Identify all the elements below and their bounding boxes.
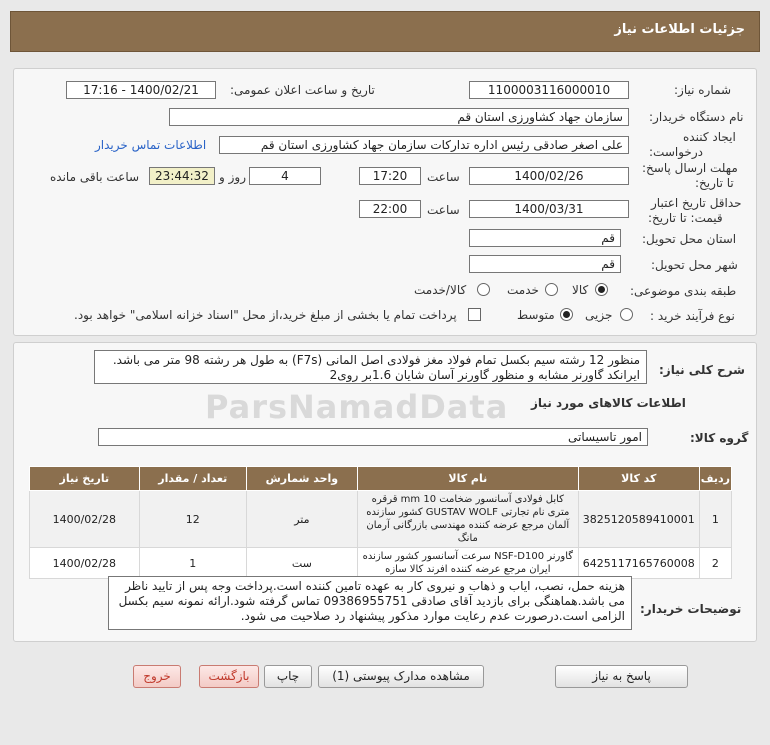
category-goods-radio[interactable] (595, 283, 608, 296)
city-field: قم (469, 255, 621, 273)
announce-date-label: تاریخ و ساعت اعلان عمومی: (230, 83, 375, 97)
buyer-org-label: نام دستگاه خریدار: (649, 110, 744, 124)
deadline-date-field: 1400/02/26 (469, 167, 629, 185)
col-code: کد کالا (578, 467, 699, 491)
cell-unit: ست (246, 548, 357, 579)
attachments-button[interactable]: مشاهده مدارک پیوستی (1) (318, 665, 484, 688)
cell-code: 3825120589410001 (578, 491, 699, 548)
need-number-field: 1100003116000010 (469, 81, 629, 99)
category-label: طبقه بندی موضوعی: (630, 284, 737, 298)
description-text: منظور 12 رشته سیم بکسل تمام فولاد مغز فولادی اصل المانی (F7s) به طول هر رشته 98 متر می باشد. ایرانکد گاورنر مشابه و منظور گاورنر آسان شایان 1.6بر روی2 (94, 350, 647, 384)
process-medium-label: متوسط (517, 308, 555, 322)
deadline-time-field: 17:20 (359, 167, 421, 185)
process-minor-radio[interactable] (620, 308, 633, 321)
page-title: جزئیات اطلاعات نیاز (614, 22, 745, 37)
goods-group-label: گروه کالا: (690, 431, 749, 445)
reply-button[interactable]: پاسخ به نیاز (555, 665, 688, 688)
category-service-label: خدمت (507, 283, 539, 297)
back-button[interactable]: بازگشت (199, 665, 259, 688)
cell-code: 6425117165760008 (578, 548, 699, 579)
buyer-contact-link[interactable]: اطلاعات تماس خریدار (95, 138, 207, 152)
buyer-notes-label: توضیحات خریدار: (640, 602, 742, 616)
creator-label-2: درخواست: (649, 145, 703, 159)
col-name: نام کالا (357, 467, 578, 491)
need-number-label: شماره نیاز: (674, 83, 731, 97)
category-service-radio[interactable] (545, 283, 558, 296)
cell-row: 1 (699, 491, 731, 548)
cell-unit: متر (246, 491, 357, 548)
goods-section-title: اطلاعات کالاهای مورد نیاز (531, 396, 686, 410)
print-button[interactable]: چاپ (264, 665, 312, 688)
goods-table (29, 466, 732, 579)
buyer-notes-text: هزینه حمل، نصب، ایاب و ذهاب و نیروی کار به عهده تامین کننده است.پرداخت وجه پس از تایید ناظر می باشد.هماهنگی برای بازدید آقای صادقی 09386955751 تماس گرفته شود.ارائه نمونه سیم بکسل الزامی است.درصورت عدم رعایت موارد مذکور پیشنهاد رد صلاحیت می شود. (108, 576, 632, 630)
time-remaining-label: ساعت باقی مانده (50, 170, 140, 184)
process-minor-label: جزیی (585, 308, 613, 322)
treasury-payment-note: پرداخت تمام یا بخشی از مبلغ خرید،از محل "اسناد خزانه اسلامی" خواهد بود. (74, 308, 457, 322)
table-row (30, 548, 732, 579)
buyer-org-field: سازمان جهاد کشاورزی استان قم (169, 108, 629, 126)
province-label: استان محل تحویل: (642, 232, 737, 246)
process-label: نوع فرآیند خرید : (650, 309, 735, 323)
validity-label-1: حداقل تاریخ اعتبار (651, 196, 742, 210)
cell-name: گاورنر NSF-D100 سرعت آسانسور کشور سازنده ایران مرجع عرضه کننده افرند کالا سازه (357, 548, 578, 579)
treasury-payment-checkbox[interactable] (468, 308, 481, 321)
cell-date: 1400/02/28 (30, 548, 140, 579)
validity-label-2: قیمت: تا تاریخ: (648, 211, 723, 225)
col-unit: واحد شمارش (246, 467, 357, 491)
watermark-text: ParsNamadData (205, 388, 509, 426)
col-row: ردیف (699, 467, 731, 491)
cell-date: 1400/02/28 (30, 491, 140, 548)
table-header-row (30, 467, 732, 491)
exit-button[interactable]: خروج (133, 665, 181, 688)
page-header (10, 11, 760, 52)
col-date: تاریخ نیاز (30, 467, 140, 491)
cell-name: کابل فولادی آسانسور ضخامت mm 10 قرقره متری نام تجارتی GUSTAV WOLF کشور سازنده آلمان مرجع عرضه کننده مهندسی بازرگانی آرمان مانگ (357, 491, 578, 548)
creator-label-1: ایجاد کننده (683, 130, 736, 144)
cell-row: 2 (699, 548, 731, 579)
goods-group-field: امور تاسیساتی (98, 428, 648, 446)
table-row (30, 491, 732, 548)
time-remaining-field: 23:44:32 (149, 167, 215, 185)
cell-qty: 1 (139, 548, 246, 579)
validity-time-field: 22:00 (359, 200, 421, 218)
category-goods-label: کالا (572, 283, 589, 297)
description-label: شرح کلی نیاز: (659, 363, 745, 377)
cell-qty: 12 (139, 491, 246, 548)
process-medium-radio[interactable] (560, 308, 573, 321)
category-goods-service-radio[interactable] (477, 283, 490, 296)
deadline-time-label: ساعت (427, 170, 460, 184)
announce-date-field: 1400/02/21 - 17:16 (66, 81, 216, 99)
deadline-label-1: مهلت ارسال پاسخ: (642, 161, 738, 175)
deadline-label-2: تا تاریخ: (695, 176, 734, 190)
validity-time-label: ساعت (427, 203, 460, 217)
col-qty: تعداد / مقدار (139, 467, 246, 491)
days-remaining-field: 4 (249, 167, 321, 185)
days-label: روز و (219, 170, 246, 184)
validity-date-field: 1400/03/31 (469, 200, 629, 218)
city-label: شهر محل تحویل: (651, 258, 738, 272)
province-field: قم (469, 229, 621, 247)
category-goods-service-label: کالا/خدمت (414, 283, 467, 297)
creator-field: علی اصغر صادقی رئیس اداره تدارکات سازمان جهاد کشاورزی استان قم (219, 136, 629, 154)
